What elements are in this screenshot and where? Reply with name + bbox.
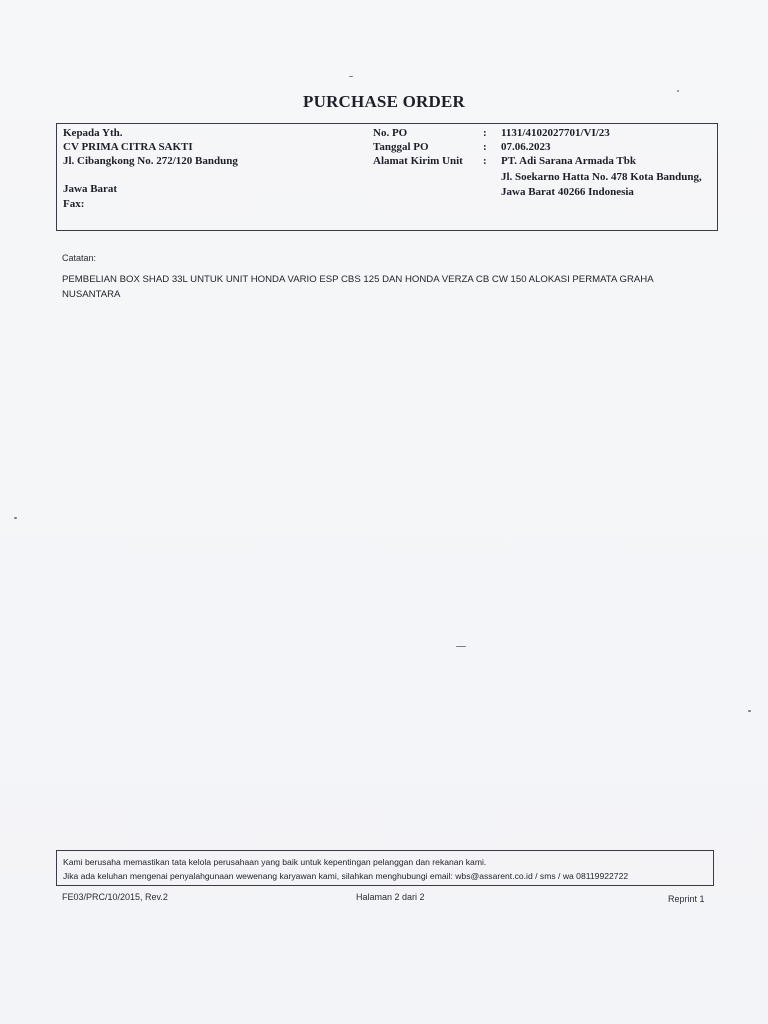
scan-speck (456, 646, 466, 647)
form-code: FE03/PRC/10/2015, Rev.2 (62, 892, 168, 902)
recipient-address: Jl. Cibangkong No. 272/120 Bandung (63, 155, 238, 167)
scan-speck (349, 76, 353, 77)
ship-to-separator: : (483, 155, 487, 167)
document-title: PURCHASE ORDER (303, 92, 465, 111)
footer-notice-line1: Kami berusaha memastikan tata kelola perusahaan yang baik untuk kepentingan pelanggan dan rekanan kami. (63, 857, 487, 867)
page-number: Halaman 2 dari 2 (356, 892, 425, 902)
notes-text: PEMBELIAN BOX SHAD 33L UNTUK UNIT HONDA VARIO ESP CBS 125 DAN HONDA VERZA CB CW 150 ALOKASI PERMATA GRAHA NUSANTARA (62, 274, 654, 300)
footer-notice-box (56, 850, 714, 886)
scan-speck (677, 90, 679, 92)
reprint-count: Reprint 1 (668, 894, 705, 904)
recipient-region: Jawa Barat (63, 183, 118, 195)
recipient-salutation: Kepada Yth. (63, 127, 123, 139)
scan-speck (748, 710, 751, 712)
footer-notice-line2: Jika ada keluhan mengenai penyalahgunaan wewenang karyawan kami, silahkan menghubungi email: wbs@assarent.co.id / sms / wa 08119922722 (63, 871, 629, 881)
po-header-box (56, 123, 718, 231)
ship-to-line2: Jl. Soekarno Hatta No. 478 Kota Bandung, (501, 171, 702, 183)
po-number-label: No. PO (373, 127, 408, 139)
ship-to-label: Alamat Kirim Unit (373, 155, 463, 167)
po-date-value: 07.06.2023 (501, 141, 551, 153)
notes-label: Catatan: (62, 253, 97, 263)
scan-speck (14, 517, 17, 519)
po-number-separator: : (483, 127, 487, 139)
recipient-fax: Fax: (63, 198, 85, 210)
po-date-label: Tanggal PO (373, 141, 429, 153)
recipient-company: CV PRIMA CITRA SAKTI (63, 141, 193, 153)
ship-to-line1: PT. Adi Sarana Armada Tbk (501, 155, 636, 167)
po-date-separator: : (483, 141, 487, 153)
ship-to-line3: Jawa Barat 40266 Indonesia (501, 186, 634, 198)
po-number-value: 1131/4102027701/VI/23 (501, 127, 610, 139)
